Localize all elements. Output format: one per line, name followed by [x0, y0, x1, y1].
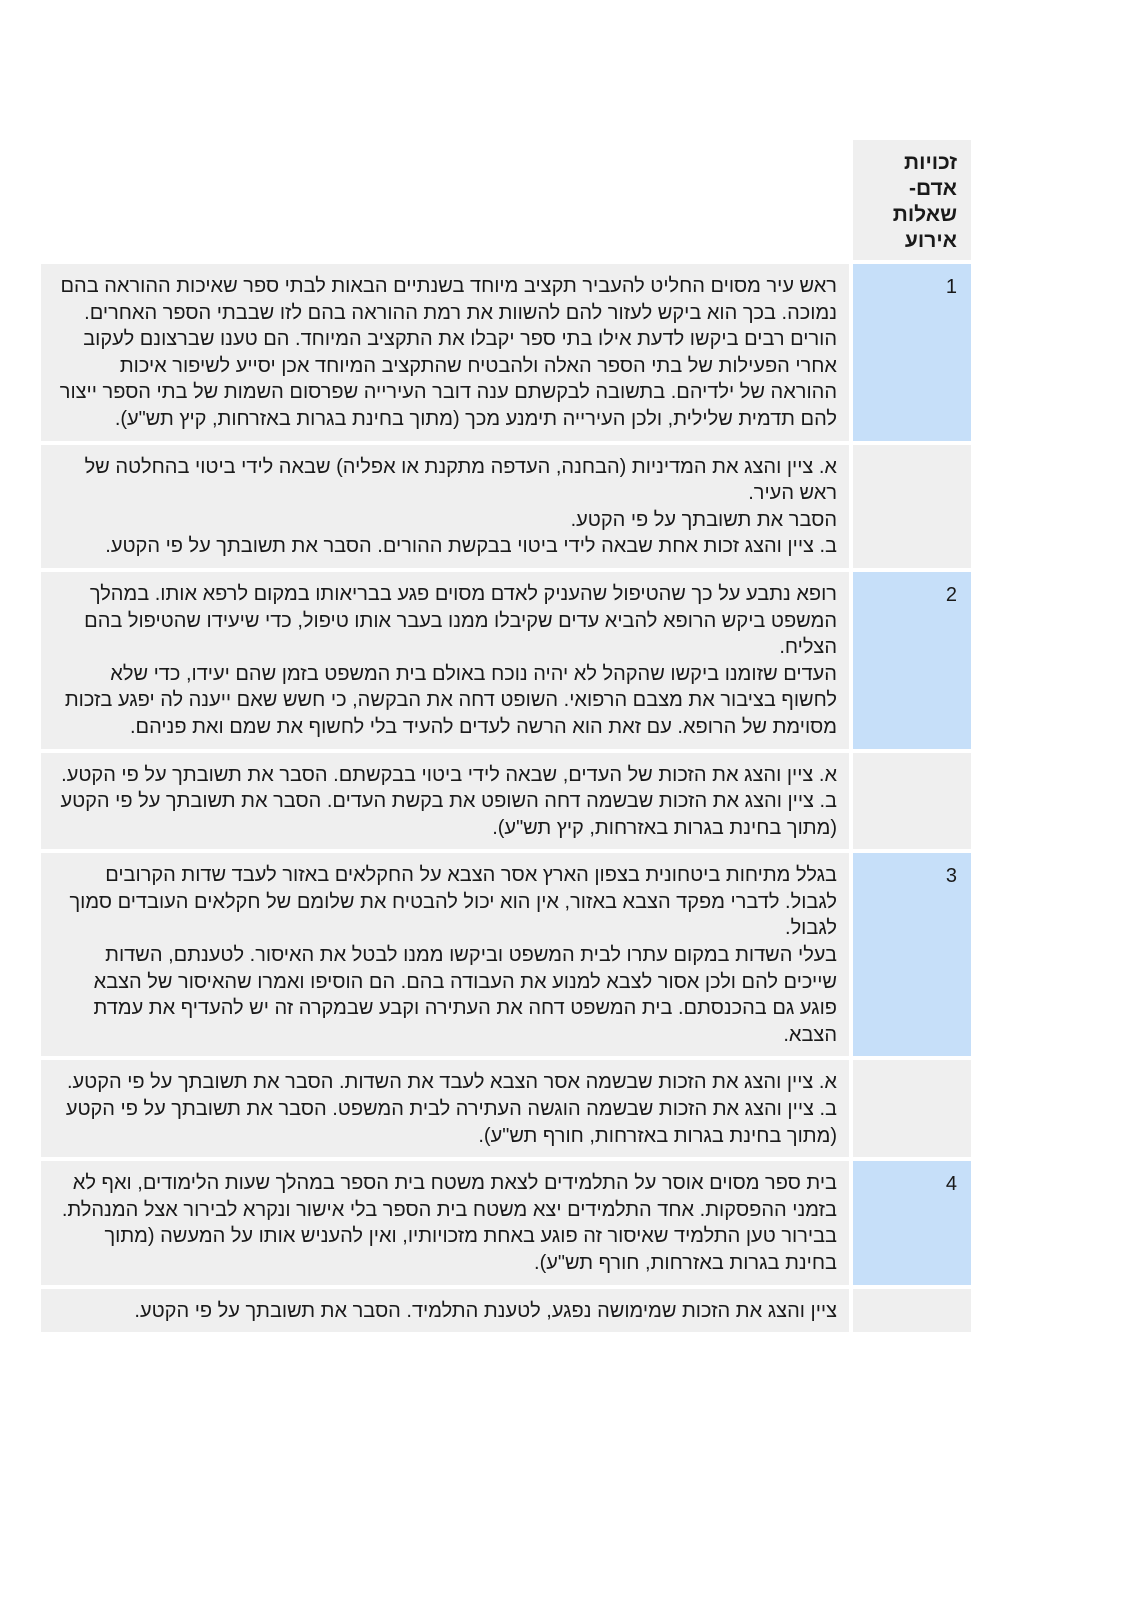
questions-text [41, 445, 849, 568]
case-paragraph: רופא נתבע על כך שהטיפול שהעניק לאדם מסוים פגע בבריאותו במקום לרפא אותו. במהלך המשפט ביקש הרופא להביא עדים שקיבלו ממנו בעבר אותו טיפול, כדי שיעידו שהטיפול בהם הצליח. [84, 582, 837, 659]
case-number: 1 [853, 264, 971, 441]
case-text [41, 1161, 849, 1284]
question-line: ציין והצג את הזכות שמימושה נפגע, לטענת התלמיד. הסבר את תשובתך על פי הקטע. [134, 1299, 837, 1322]
case-paragraph: ראש עיר מסוים החליט להעביר תקציב מיוחד בשנתיים הבאות לבתי ספר שאיכות ההוראה בהם נמוכה. בכך הוא ביקש לעזור להם להשוות את רמת ההוראה בהם לזו שבבתי הספר האחרים. [60, 275, 837, 324]
questions-spacer [853, 1289, 971, 1333]
questions-row-1 [41, 445, 971, 568]
question-line: א. ציין והצג את הזכות שבשמה אסר הצבא לעבד את השדות. הסבר את תשובתך על פי הקטע. [66, 1071, 837, 1094]
case-paragraph: בית ספר מסוים אוסר על התלמידים לצאת משטח בית הספר במהלך שעות הלימודים, ואף לא בזמני ההפסקות. אחד התלמידים יצא משטח בית הספר בלי אישור ונקרא לבירור אצל המנהלת. בבירור טען התלמיד שאיסור זה פוגע באחת מזכויותיו, ואין להעניש אותו על המעשה (מתוך בחינת בגרות באזרחות, חורף תש"ע). [61, 1172, 837, 1274]
question-line: הסבר את תשובתך על פי הקטע. [570, 508, 837, 531]
case-paragraph: בעלי השדות במקום עתרו לבית המשפט וביקשו ממנו לבטל את האיסור. לטענתם, השדות שייכים להם ולכן אסור לצבא למנוע את העבודה בהם. הם הוסיפו ואמרו שהאיסור של הצבא פוגע גם בהכנסתם. בית המשפט דחה את העתירה וקבע שבמקרה זה יש להעדיף את עמדת הצבא. [93, 944, 837, 1046]
case-number: 3 [853, 853, 971, 1056]
case-row-4 [41, 1161, 971, 1284]
exercise-table [41, 140, 971, 1336]
questions-row-4 [41, 1289, 971, 1333]
case-text [41, 853, 849, 1056]
question-line: א. ציין והצג את המדיניות (הבחנה, העדפה מתקנת או אפליה) שבאה לידי ביטוי בהחלטה של ראש העיר. [84, 455, 837, 505]
case-row-3 [41, 853, 971, 1056]
case-number: 2 [853, 572, 971, 749]
questions-spacer [853, 753, 971, 850]
case-paragraph: העדים שזומנו ביקשו שהקהל לא יהיה נוכח באולם בית המשפט בזמן שהם יעידו, כדי שלא לחשוף בציבור את מצבם הרפואי. השופט דחה את הבקשה, כי חשש שאם ייענה לה יפגע בזכות מסוימת של הרופא. עם זאת הוא הרשה לעדים להעיד בלי לחשוף את שמם ואת פניהם. [64, 662, 837, 738]
questions-spacer [853, 445, 971, 568]
questions-row-3 [41, 1060, 971, 1157]
case-text [41, 572, 849, 749]
case-text [41, 264, 849, 441]
questions-text [41, 1060, 849, 1157]
question-line: ב. ציין והצג את הזכות שבשמה הוגשה העתירה לבית המשפט. הסבר את תשובתך על פי הקטע (מתוך בחינת בגרות באזרחות, חורף תש"ע). [65, 1098, 837, 1147]
case-paragraph: הורים רבים ביקשו לדעת אילו בתי ספר יקבלו את התקציב המיוחד. הם טענו שברצונם לעקוב אחרי הפעילות של בתי הספר האלה ולהבטיח שהתקציב המיוחד אכן יסייע לשיפור איכות ההוראה של ילדיהם. בתשובה לבקשתם ענה דובר העירייה שפרסום השמות של בתי הספר ייצור להם תדמית שלילית, ולכן העירייה תימנע מכך (מתוך בחינת בגרות באזרחות, קיץ תש"ע). [59, 328, 837, 430]
questions-text [41, 1289, 849, 1333]
table-title: זכויות אדם- שאלות אירוע [853, 140, 971, 260]
table-header-row [41, 140, 971, 260]
questions-spacer [853, 1060, 971, 1157]
case-row-1 [41, 264, 971, 441]
case-number: 4 [853, 1161, 971, 1284]
question-line: ב. ציין והצג את הזכות שבשמה דחה השופט את בקשת העדים. הסבר את תשובתך על פי הקטע (מתוך בחינת בגרות באזרחות, קיץ תש"ע). [60, 790, 837, 839]
questions-row-2 [41, 753, 971, 850]
questions-text [41, 753, 849, 850]
case-paragraph: בגלל מתיחות ביטחונית בצפון הארץ אסר הצבא על החקלאים באזור לעבד שדות הקרובים לגבול. לדברי מפקד הצבא באזור, אין הוא יכול להבטיח את שלומם של חקלאים העובדים סמוך לגבול. [69, 864, 837, 940]
case-row-2 [41, 572, 971, 749]
question-line: א. ציין והצג את הזכות של העדים, שבאה לידי ביטוי בבקשתם. הסבר את תשובתך על פי הקטע. [61, 763, 837, 786]
question-line: ב. ציין והצג זכות אחת שבאה לידי ביטוי בבקשת ההורים. הסבר את תשובתך על פי הקטע. [105, 535, 837, 558]
